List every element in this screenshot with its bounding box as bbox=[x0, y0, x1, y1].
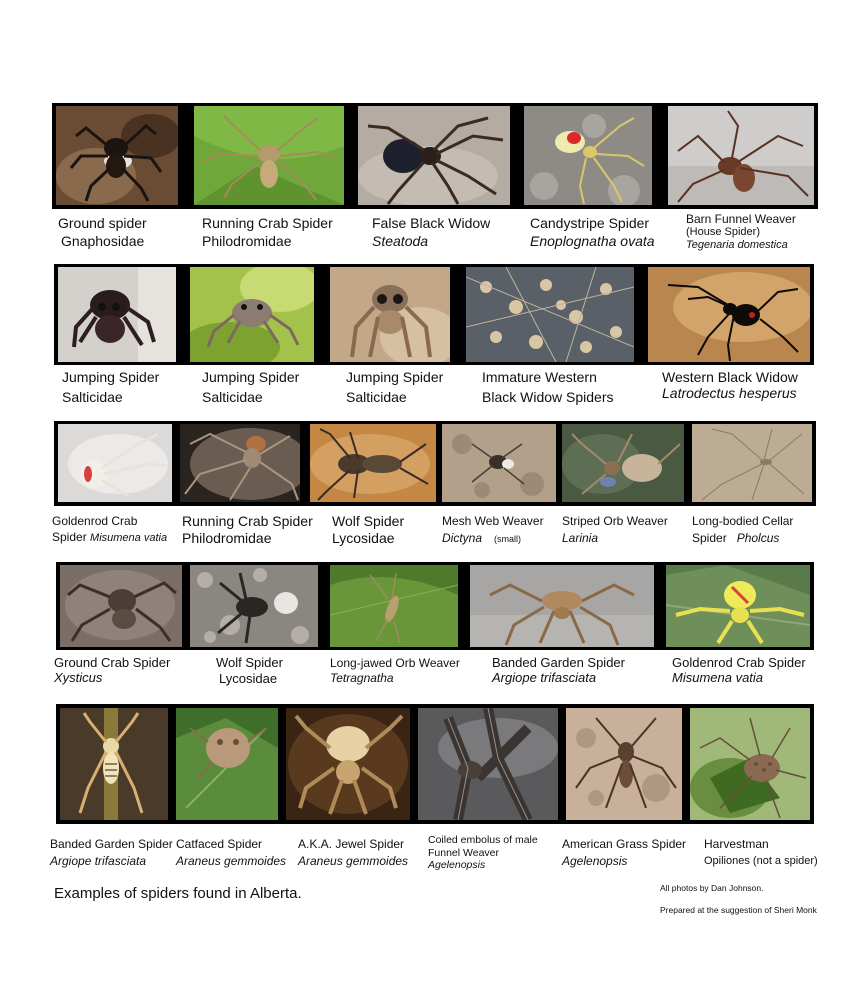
photo-immature-western-black-widows bbox=[466, 267, 634, 362]
caption-running-crab-spider: Running Crab Spider Philodromidae bbox=[202, 215, 333, 249]
photo-american-grass-spider bbox=[566, 708, 682, 820]
photo-goldenrod-crab-spider-2 bbox=[666, 565, 810, 647]
caption-goldenrod-crab-spider-1: Goldenrod Crab Spider Misumena vatia bbox=[52, 514, 168, 544]
photo-jewel-spider bbox=[286, 708, 410, 820]
photo-credit: All photos by Dan Johnson. bbox=[660, 883, 764, 893]
photo-jumping-spider-2 bbox=[190, 267, 314, 362]
photo-long-jawed-orb-weaver bbox=[330, 565, 458, 647]
photo-running-crab-spider bbox=[194, 106, 344, 205]
caption-jumping-spider-3: Jumping Spider Salticidae bbox=[346, 369, 444, 405]
photo-striped-orb-weaver bbox=[562, 424, 684, 502]
photo-banded-garden-spider-1 bbox=[470, 565, 654, 647]
photo-ground-crab-spider bbox=[60, 565, 182, 647]
photo-wolf-spider-1 bbox=[310, 424, 436, 502]
photo-running-crab-spider-2 bbox=[180, 424, 300, 502]
photo-ground-spider bbox=[56, 106, 178, 205]
photo-banded-garden-spider-2 bbox=[60, 708, 168, 820]
photo-jumping-spider-3 bbox=[330, 267, 450, 362]
photo-catfaced-spider bbox=[176, 708, 278, 820]
caption-jewel-spider: A.K.A. Jewel Spider Araneus gemmoides bbox=[298, 837, 409, 868]
caption-jumping-spider-1: Jumping Spider Salticidae bbox=[62, 369, 160, 405]
prepared-note: Prepared at the suggestion of Sheri Monk bbox=[660, 905, 817, 915]
photo-mesh-web-weaver bbox=[442, 424, 556, 502]
photo-long-bodied-cellar-spider bbox=[692, 424, 812, 502]
photo-false-black-widow bbox=[358, 106, 510, 205]
caption-mesh-web-weaver: Mesh Web Weaver Dictyna (small) bbox=[442, 514, 544, 545]
photo-coiled-embolus bbox=[418, 708, 558, 820]
caption-western-black-widow: Western Black Widow Latrodectus hesperus bbox=[662, 369, 798, 401]
caption-running-crab-spider-2: Running Crab Spider Philodromidae bbox=[182, 513, 313, 546]
caption-false-black-widow: False Black Widow Steatoda bbox=[372, 215, 491, 249]
caption-jumping-spider-2: Jumping Spider Salticidae bbox=[202, 369, 300, 405]
photo-barn-funnel-weaver bbox=[668, 106, 814, 205]
caption-long-jawed-orb-weaver: Long-jawed Orb Weaver Tetragnatha bbox=[330, 656, 460, 685]
caption-candystripe-spider: Candystripe Spider Enoplognatha ovata bbox=[530, 215, 655, 249]
caption-ground-crab-spider: Ground Crab Spider Xysticus bbox=[54, 655, 171, 685]
photo-goldenrod-crab-spider-1 bbox=[58, 424, 172, 502]
caption-banded-garden-spider-2: Banded Garden Spider Argiope trifasciata bbox=[50, 837, 173, 868]
photo-wolf-spider-2 bbox=[190, 565, 318, 647]
photo-harvestman bbox=[690, 708, 810, 820]
caption-wolf-spider-1: Wolf Spider Lycosidae bbox=[332, 513, 405, 546]
caption-long-bodied-cellar-spider: Long-bodied Cellar Spider Pholcus bbox=[692, 514, 794, 545]
caption-immature-western-black-widows: Immature Western Black Widow Spiders bbox=[482, 369, 614, 405]
caption-goldenrod-crab-spider-2: Goldenrod Crab Spider Misumena vatia bbox=[672, 655, 806, 685]
caption-harvestman: Harvestman Opiliones (not a spider) bbox=[704, 837, 818, 867]
caption-striped-orb-weaver: Striped Orb Weaver Larinia bbox=[562, 514, 668, 545]
caption-wolf-spider-2: Wolf Spider Lycosidae bbox=[216, 655, 283, 686]
caption-banded-garden-spider-1: Banded Garden Spider Argiope trifasciata bbox=[492, 655, 625, 685]
caption-barn-funnel-weaver: Barn Funnel Weaver (House Spider) Tegenaria domestica bbox=[686, 212, 796, 251]
page-title: Examples of spiders found in Alberta. bbox=[54, 885, 302, 902]
photo-western-black-widow bbox=[648, 267, 810, 362]
caption-american-grass-spider: American Grass Spider Agelenopsis bbox=[562, 837, 687, 868]
caption-coiled-embolus: Coiled embolus of male Funnel Weaver Agelenopsis bbox=[428, 834, 538, 871]
photo-jumping-spider-1 bbox=[58, 267, 176, 362]
caption-catfaced-spider: Catfaced Spider Araneus gemmoides bbox=[176, 837, 287, 868]
photo-candystripe-spider bbox=[524, 106, 652, 205]
caption-ground-spider: Ground spider Gnaphosidae bbox=[58, 215, 147, 249]
